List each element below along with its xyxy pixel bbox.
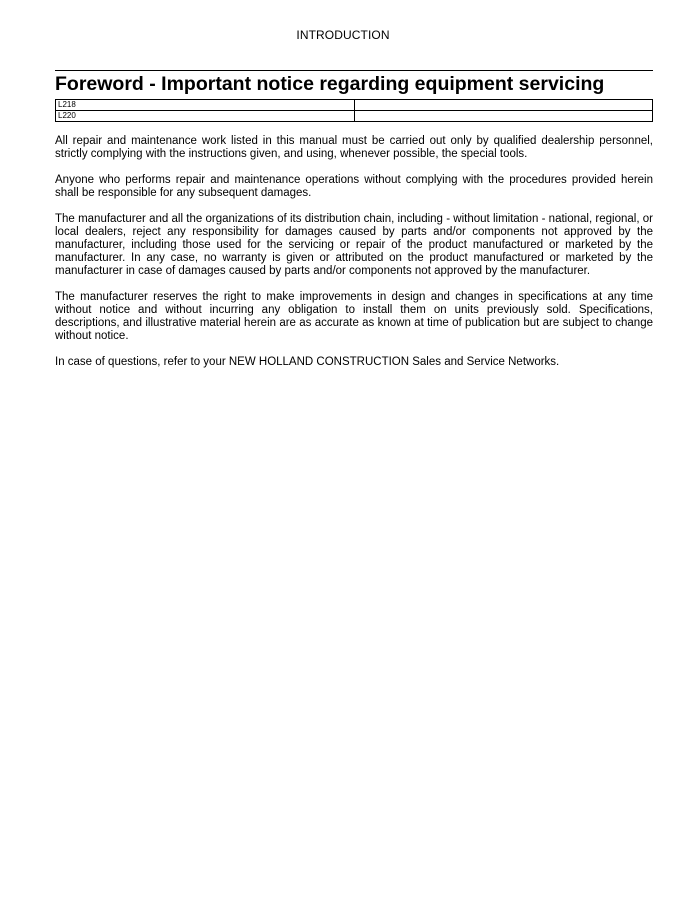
- title-rule: [55, 70, 653, 71]
- table-row: [56, 100, 653, 111]
- model-cell: L220: [56, 111, 355, 122]
- paragraph-qualified-personnel: All repair and maintenance work listed in this manual must be carried out only by qualified dealership personnel, strictly complying with the instructions given, and using, whenever possible, the special tools.: [55, 135, 653, 160]
- paragraph-contact: In case of questions, refer to your NEW HOLLAND CONSTRUCTION Sales and Service Networks.: [55, 356, 560, 368]
- model-applicability-table: [55, 99, 653, 122]
- page-header: INTRODUCTION: [296, 28, 390, 42]
- page-title: Foreword - Important notice regarding equipment servicing: [55, 73, 605, 95]
- paragraph-responsibility: Anyone who performs repair and maintenance operations without complying with the procedures provided herein shall be responsible for any subsequent damages.: [55, 174, 653, 199]
- table-row: [56, 111, 653, 122]
- paragraph-manufacturer-disclaimer: The manufacturer and all the organizations of its distribution chain, including - without limitation - national, regional, or local dealers, reject any responsibility for damages caused by parts and/or components not approved by the manufacturer, including those used for the servicing or repair of the product manufactured or marketed by the manufacturer. In any case, no warranty is given or attributed on the product manufactured or marketed by the manufacturer in case of damages caused by parts and/or components not approved by the manufacturer.: [55, 213, 653, 277]
- note-cell: [355, 111, 653, 122]
- note-cell: [355, 100, 653, 111]
- model-cell: L218: [56, 100, 355, 111]
- paragraph-specification-changes: The manufacturer reserves the right to make improvements in design and changes in specifications at any time without notice and without incurring any obligation to install them on units previously sold. Specifications, descriptions, and illustrative material herein are as accurate as known at time of publication but are subject to change without notice.: [55, 291, 653, 342]
- foreword-body: [55, 135, 653, 382]
